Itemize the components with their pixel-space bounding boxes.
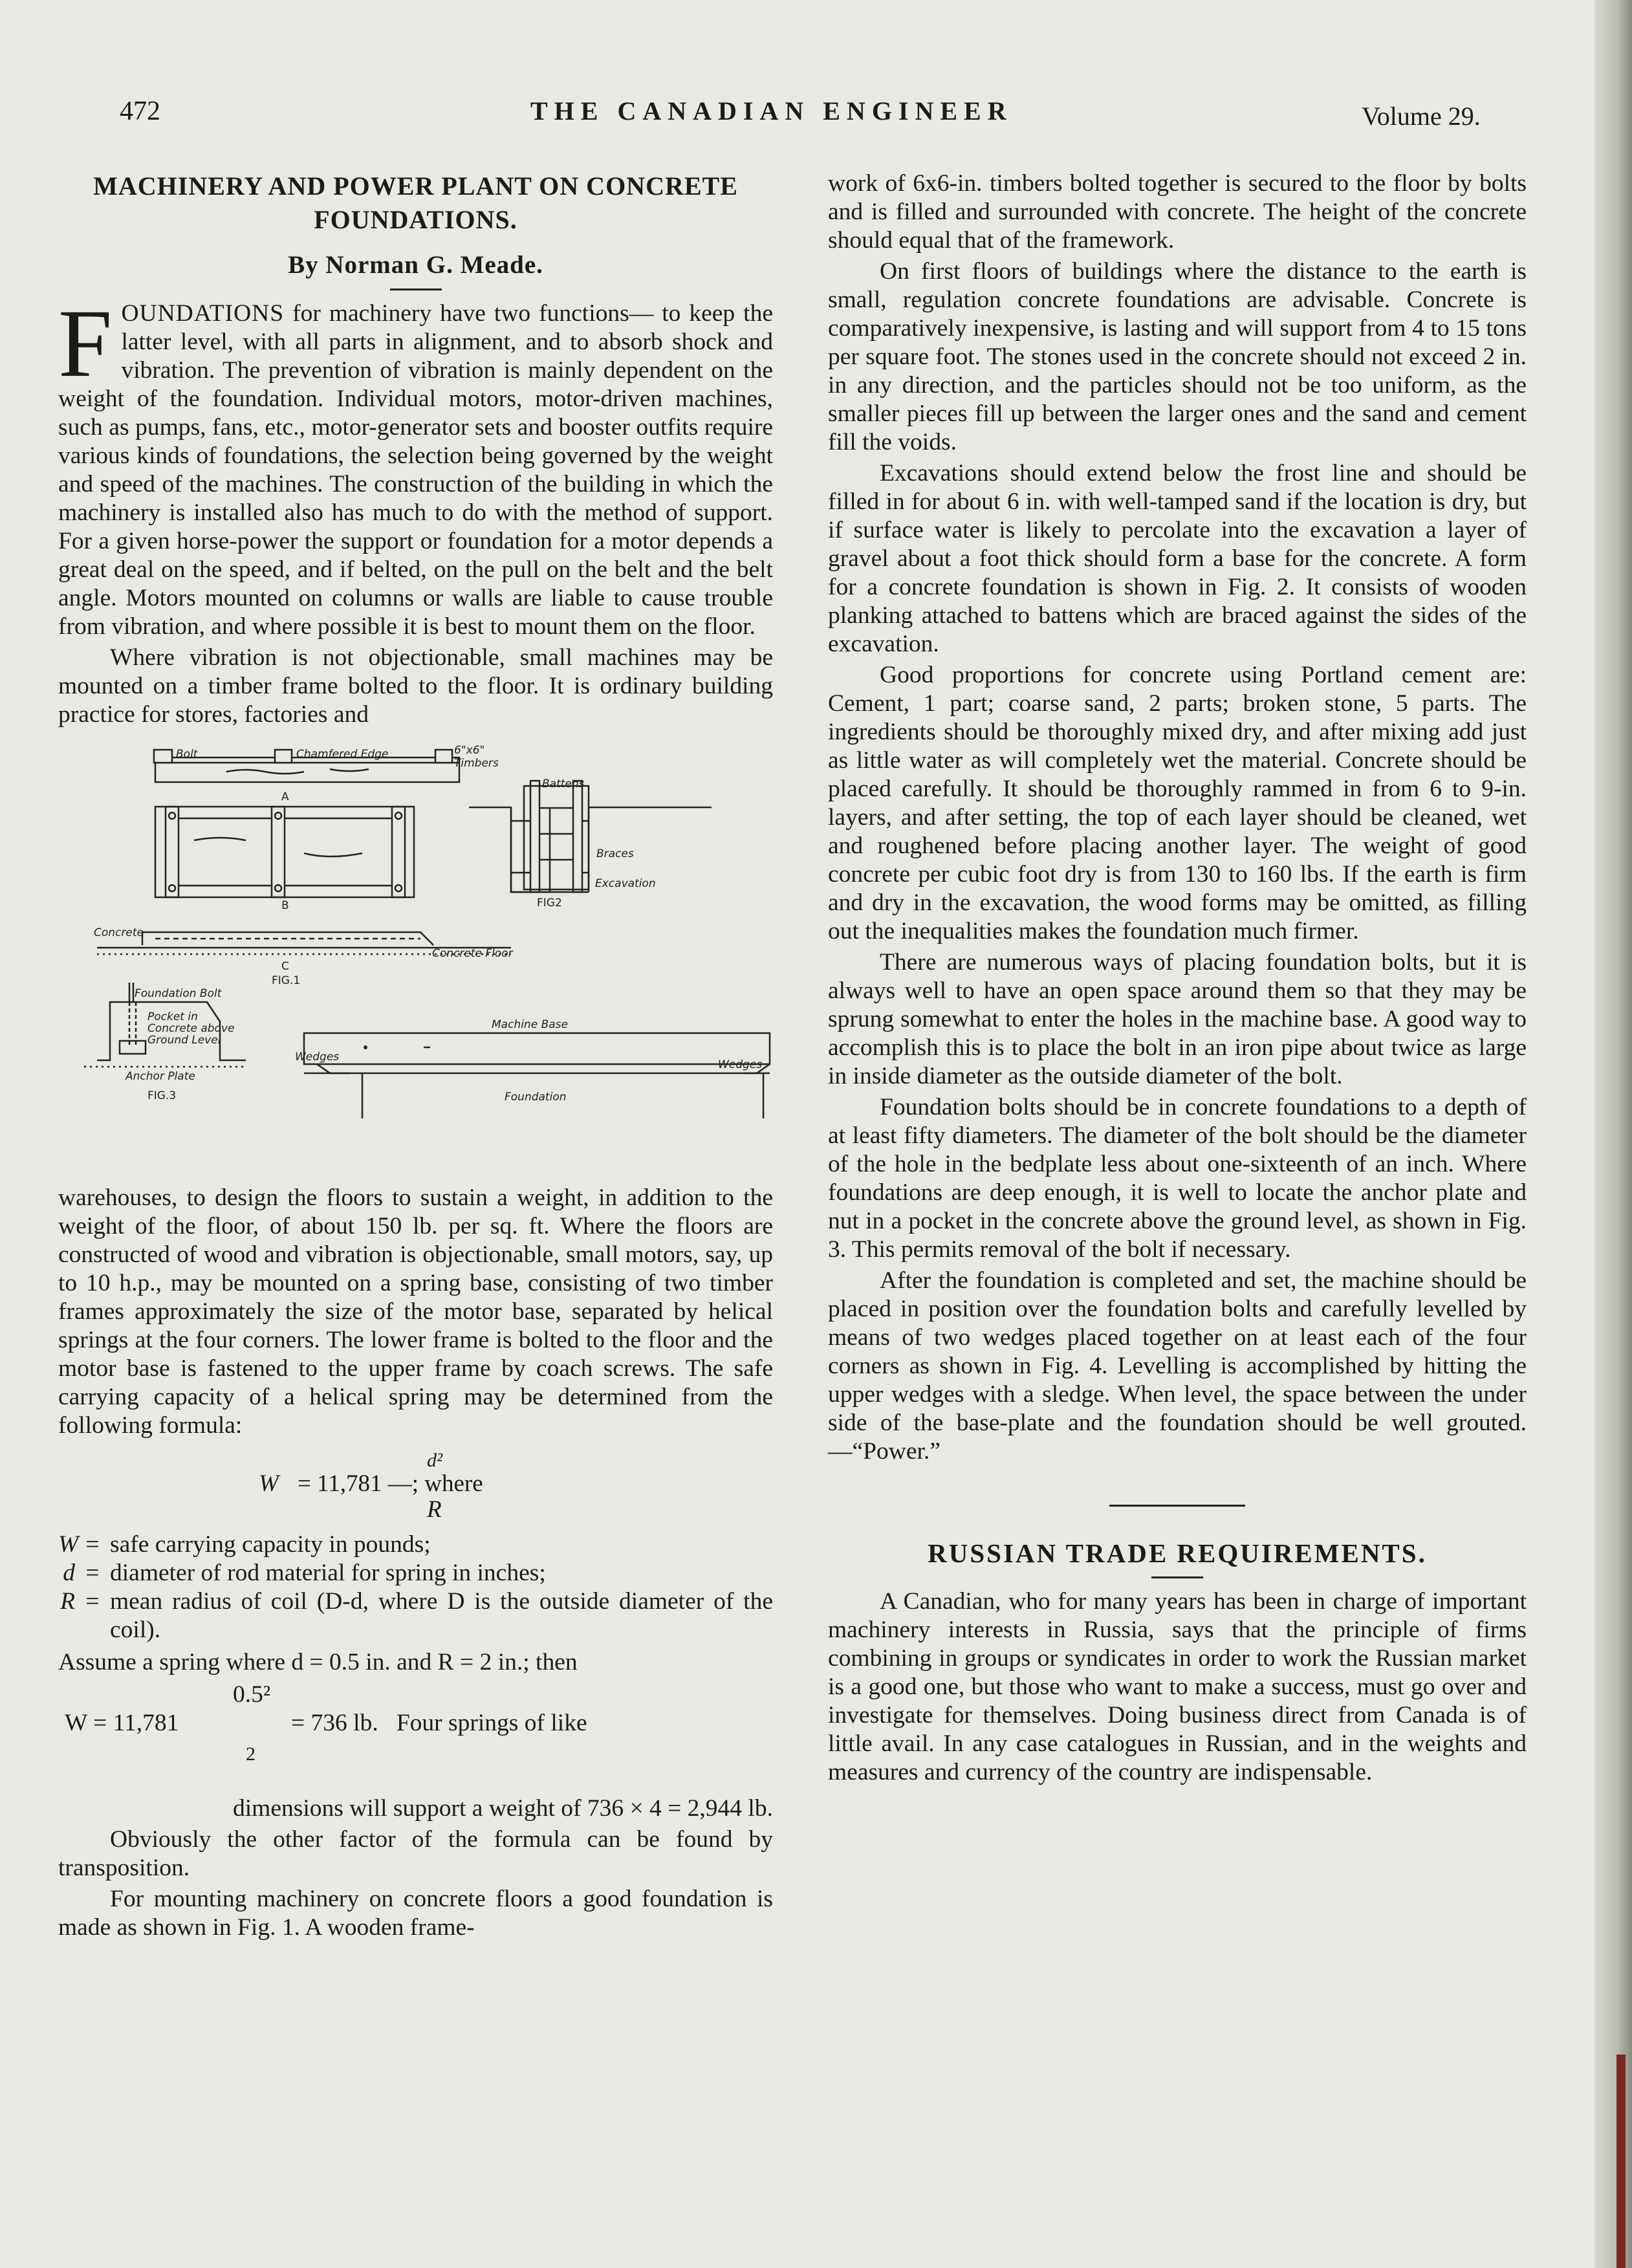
label-anchor-plate: Anchor Plate [125,1070,195,1083]
paragraph: Where vibration is not objectionable, small machines may be mounted on a timber frame bolted to the floor. It is ordinary building practice for stores, factories and [58,644,773,728]
left-column [58,169,773,1945]
label-pocket-3: Ground Level [147,1034,221,1047]
fig1-caption: FIG.1 [272,974,301,987]
byline: By Norman G. Meade. [288,251,543,279]
volume-label: Volume 29. [1362,102,1481,131]
label-machine-base: Machine Base [492,1018,568,1031]
calc-rhs: = 736 lb. Four springs of like [291,1710,587,1736]
label-pocket-1: Pocket in [147,1010,198,1023]
label-excavation: Excavation [595,877,656,890]
label-foundation: Foundation [505,1091,567,1104]
fig3-caption: FIG.3 [147,1089,177,1102]
formula-numerator: d² [427,1450,442,1471]
definition-text: safe carrying capacity in pounds; [110,1531,431,1558]
label-pocket-2: Concrete above [147,1022,235,1035]
label-battens: Battens [542,778,585,791]
label-bolt: Bolt [176,748,198,761]
journal-title: THE CANADIAN ENGINEER [530,96,1013,125]
label-c: C [281,960,289,973]
paragraph: Obviously the other factor of the formula can be found by transposition. [58,1826,773,1881]
formula-lhs: W [259,1470,279,1497]
paragraph: Foundation bolts should be in concrete foundations to a depth of at least fifty diameters. The diameter of the bolt should be the diameter of the hole in the bedplate less about one-sixteenth of an inch. Where foundations are deep enough, it is well to locate the anchor plate and nut in a pocket in the concrete above the ground level, as shown in Fig. 3. This permits removal of the bolt if necessary. [828,1094,1527,1263]
paragraph: Excavations should extend below the frost line and should be filled in for about 6 in. with well-tamped sand if the location is dry, but if surface water is likely to percolate into the excavation a layer of gravel about a foot thick should form a base for the concrete. A form for a concrete foundation is shown in Fig. 2. It consists of wooden planking attached to battens which are braced against the sides of the excavation. [828,460,1527,657]
label-chamfered-edge: Chamfered Edge [296,748,389,761]
definition-row: W = safe carrying capacity in pounds; [58,1531,773,1559]
calc-lhs: W = 11,781 [65,1710,179,1736]
definition-row: d = diameter of rod material for spring in inches; [58,1559,773,1587]
timber-side-view [155,758,459,782]
running-head [0,96,1552,135]
definition-symbol: d [63,1560,75,1586]
definitions [58,1531,773,1644]
formula-rhs: = 11,781 —; where [298,1470,483,1497]
paragraph [58,290,773,641]
calculation [58,1681,773,1791]
label-timbers-size: 6"x6" [454,744,485,757]
label-b: B [281,899,289,912]
label-concrete-floor: Concrete Floor [432,947,513,960]
label-wedges-left: Wedges [295,1051,340,1063]
paragraph: warehouses, to design the floors to sustain a weight, in addition to the weight of the floor, of about 150 lb. per sq. ft. Where the floors are constructed of wood and vibration is objectionable, small motors, say, up to 10 h.p., may be mounted on a spring base, consisting of two timber frames approximately the size of the motor base, separated by helical springs at the four corners. The lower frame is bolted to the floor and the motor base is fastened to the upper frame by coach screws. The safe carrying capacity of a helical spring may be determined from the following formula: [58,1184,773,1439]
section-divider [1109,1505,1245,1507]
label-wedges-right: Wedges [718,1058,763,1071]
formula [58,1446,773,1524]
definition-row: R = mean radius of coil (D-d, where D is the outside diameter of the coil). [58,1587,773,1644]
definition-text: diameter of rod material for spring in inches; [110,1560,546,1586]
lead-word: OUNDATIONS [121,300,285,327]
divider [390,289,442,290]
paragraph-text: for machinery have two functions— to keep the latter level, with all parts in alignment, and to absorb shock and vibration. The prevention of vibration is mainly dependent on the weight of the foundation. Individual motors, motor-driven machines, such as pumps, fans, etc., motor-generator sets and booster outfits require various kinds of foundations, the selection being governed by the weight and speed of the machines. The construction of the building in which the machinery is installed also has much to do with the method of support. For a given horse-power the support or foundation for a motor depends a great deal on the speed, and if belted, on the pull on the belt and the belt angle. Motors mounted on columns or walls are liable to cause trouble from vibration, and where possible it is best to mount them on the floor. [58,300,773,640]
page-number: 472 [120,96,160,126]
formula-denominator: R [427,1496,442,1523]
definition-text: mean radius of coil (D-d, where D is the outside diameter of the coil). [110,1588,773,1643]
label-a: A [281,791,289,803]
paragraph: Good proportions for concrete using Portland cement are: Cement, 1 part; coarse sand, 2 parts; broken stone, 5 parts. The ingredients should be thoroughly mixed dry, and after mixing add just as little water as will completely wet the material. Concrete should be placed carefully. It should be thoroughly rammed in from 6 to 9-in. layers, and after setting, the top of each layer should be cleaned, wet and roughened before placing another layer. The weight of good concrete per cubic foot dry is from 130 to 160 lbs. If the earth is firm and dry in the excavation, the wood forms may be omitted, as filling out the inequalities makes the foundation much firmer. [828,662,1527,944]
paragraph: work of 6x6-in. timbers bolted together is secured to the floor by bolts and is filled and surrounded with concrete. The height of the concrete should equal that of the framework. [828,170,1527,254]
definition-symbol: R [60,1588,75,1615]
article-title: MACHINERY AND POWER PLANT ON CONCRETE FOUNDATIONS. [93,171,738,234]
label-concrete: Concrete [94,926,144,939]
paragraph: Assume a spring where d = 0.5 in. and R = 2 in.; then [58,1649,578,1675]
paragraph: For mounting machinery on concrete floors a good foundation is made as shown in Fig. 1. A wooden frame- [58,1886,773,1941]
right-column [828,169,1527,1789]
figure-foundations [58,743,773,1167]
label-foundation-bolt: Foundation Bolt [135,987,222,1000]
drop-cap: F [58,290,113,397]
paragraph: A Canadian, who for many years has been in charge of important machinery interests in Russia, says that the principle of firms combining in groups or syndicates in order to work the Russian market is a good one, but those who want to make a success, must go over and investigate for themselves. Doing business direct from Canada is of little avail. In any case catalogues in Russian, and in the weights and measures and currency of the country are indispensable. [828,1588,1527,1785]
definition-symbol: W [58,1531,79,1558]
binding-mark [1616,2055,1626,2268]
machine-base-outline [304,1033,770,1064]
fig2-caption: FIG2 [537,897,562,910]
paragraph: There are numerous ways of placing foundation bolts, but it is always well to have an open space around them so that they may be sprung somewhat to enter the holes in the machine base. A good way to accomplish this is to place the bolt in an iron pipe about twice as large in inside diameter as the outside diameter of the bolt. [828,949,1527,1089]
article-title: RUSSIAN TRADE REQUIREMENTS. [928,1538,1427,1568]
divider [1151,1576,1203,1578]
figure-drawing [58,743,773,1167]
label-braces: Braces [596,847,634,860]
paragraph: After the foundation is completed and set, the machine should be placed in position over the foundation bolts and carefully levelled by means of two wedges placed together on at least each of the four corners as shown in Fig. 4. Levelling is accomplished by hitting the upper wedges with a sledge. When level, the space between the under side of the base-plate and the foundation should be well grouted.—“Power.” [828,1267,1527,1465]
calc-denominator: 2 [246,1743,256,1765]
label-timbers: Timbers [454,757,499,770]
calc-numerator: 0.5² [233,1681,271,1708]
paragraph: dimensions will support a weight of 736 × 4 = 2,944 lb. [233,1795,773,1822]
paragraph: On first floors of buildings where the distance to the earth is small, regulation concrete foundations are advisable. Concrete is comparatively inexpensive, is lasting and will support from 4 to 15 tons per square foot. The stones used in the concrete should not exceed 2 in. in any direction, and the particles should not be too uniform, as the smaller pieces fill up between the larger ones and the sand and cement fill the voids. [828,258,1527,455]
page-edge [1594,0,1632,2268]
